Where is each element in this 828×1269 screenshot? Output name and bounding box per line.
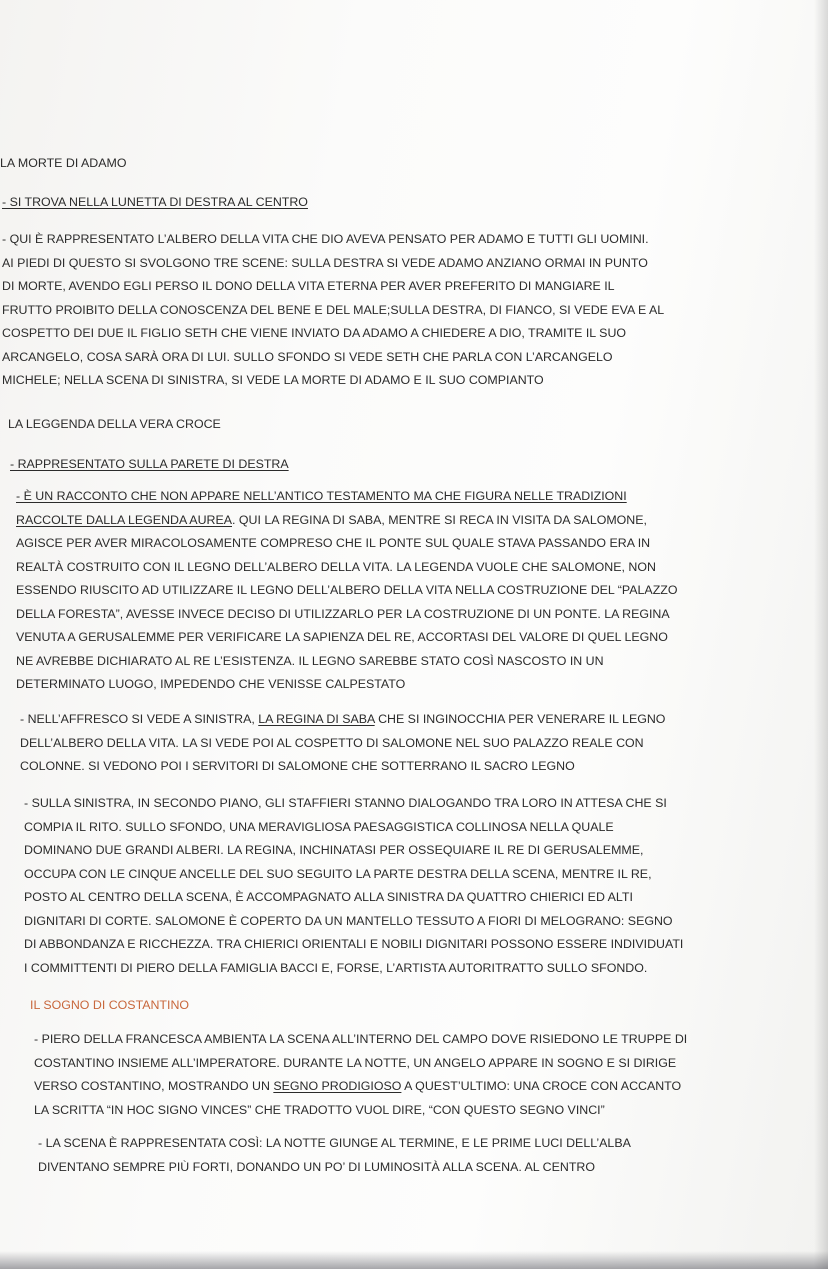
paragraph-morte <box>2 228 664 393</box>
text-line: COSTANTINO INSIEME ALL’IMPERATORE. DURANTE LA NOTTE, UN ANGELO APPARE IN SOGNO E SI DIRIGE <box>34 1055 677 1070</box>
text-line: AI PIEDI DI QUESTO SI SVOLGONO TRE SCENE: SULLA DESTRA SI VEDE ADAMO ANZIANO ORMAI IN PUNTO <box>2 255 648 270</box>
text-span: VERSO COSTANTINO, MOSTRANDO UN <box>34 1079 274 1093</box>
heading-sogno-di-costantino: IL SOGNO DI COSTANTINO <box>30 998 190 1012</box>
text-line: - È UN RACCONTO CHE NON APPARE NELL’ANTICO TESTAMENTO MA CHE FIGURA NELLE TRADIZIONI <box>16 489 627 503</box>
text-line <box>34 1075 687 1099</box>
text-line: DIGNITARI DI CORTE. SALOMONE È COPERTO DA UN MANTELLO TESSUTO A FIORI DI MELOGRANO: SEGNO <box>24 913 673 928</box>
text-line: REALTÀ COSTRUITO CON IL LEGNO DELL’ALBERO DELLA VITA. LA LEGENDA VUOLE CHE SALOMONE, NON <box>16 559 656 574</box>
underlined-text: RACCOLTE DALLA LEGENDA AUREA <box>16 512 232 527</box>
text-line: DOMINANO DUE GRANDI ALBERI. LA REGINA, INCHINATASI PER OSSEQUIARE IL RE DI GERUSALEMME, <box>24 843 644 857</box>
paragraph-sogno-1 <box>34 1028 687 1122</box>
text-line: I COMMITTENTI DI PIERO DELLA FAMIGLIA BACCI E, FORSE, L’ARTISTA AUTORITRATTO SULLO SFONDO. <box>24 960 648 975</box>
location-croce: - RAPPRESENTATO SULLA PARETE DI DESTRA <box>10 457 289 471</box>
text-line: VENUTA A GERUSALEMME PER VERIFICARE LA SAPIENZA DEL RE, ACCORTASI DEL VALORE DI QUEL LEGNO <box>16 630 668 644</box>
text-line: DI ABBONDANZA E RICCHEZZA. TRA CHIERICI ORIENTALI E NOBILI DIGNITARI POSSONO ESSERE INDIVIDUATI <box>24 937 684 951</box>
text-line: - LA SCENA È RAPPRESENTATA COSÌ: LA NOTTE GIUNGE AL TERMINE, E LE PRIME LUCI DELL’ALBA <box>38 1136 631 1150</box>
paragraph-sogno-2 <box>38 1132 631 1179</box>
text-line: AGISCE PER AVER MIRACOLOSAMENTE COMPRESO CHE IL PONTE SUL QUALE STAVA PASSANDO ERA IN <box>16 536 651 550</box>
text-line: - QUI È RAPPRESENTATO L’ALBERO DELLA VITA CHE DIO AVEVA PENSATO PER ADAMO E TUTTI GLI UOMINI. <box>2 232 649 246</box>
text-line: MICHELE; NELLA SCENA DI SINISTRA, SI VEDE LA MORTE DI ADAMO E IL SUO COMPIANTO <box>2 373 544 387</box>
text-line: - SULLA SINISTRA, IN SECONDO PIANO, GLI STAFFIERI STANNO DIALOGANDO TRA LORO IN ATTESA CHE SI <box>24 796 667 810</box>
text-span: A QUEST’ULTIMO: UNA CROCE CON ACCANTO <box>401 1079 682 1093</box>
text-line <box>20 708 665 732</box>
text-span: - NELL’AFFRESCO SI VEDE A SINISTRA, <box>20 712 259 726</box>
text-line: FRUTTO PROIBITO DELLA CONOSCENZA DEL BENE E DEL MALE;SULLA DESTRA, DI FIANCO, SI VEDE EVA E AL <box>2 302 665 317</box>
text-line: DI MORTE, AVENDO EGLI PERSO IL DONO DELLA VITA ETERNA PER AVER PREFERITO DI MANGIARE IL <box>2 279 615 293</box>
text-line <box>16 509 677 533</box>
underlined-text: LA REGINA DI SABA <box>258 712 375 726</box>
paragraph-croce-2 <box>20 708 665 779</box>
text-line: NE AVREBBE DICHIARATO AL RE L’ESISTENZA. IL LEGNO SAREBBE STATO COSÌ NASCOSTO IN UN <box>16 653 604 668</box>
heading-morte-di-adamo: LA MORTE DI ADAMO <box>0 156 127 170</box>
text-line: COSPETTO DEI DUE IL FIGLIO SETH CHE VIENE INVIATO DA ADAMO A CHIEDERE A DIO, TRAMITE IL SUO <box>2 326 627 340</box>
text-span: . QUI LA REGINA DI SABA, MENTRE SI RECA IN VISITA DA SALOMONE, <box>232 512 647 527</box>
underlined-text: SEGNO PRODIGIOSO <box>273 1079 402 1093</box>
text-line: OCCUPA CON LE CINQUE ANCELLE DEL SUO SEGUITO LA PARTE DESTRA DELLA SCENA, MENTRE IL RE, <box>24 866 652 881</box>
location-morte: - SI TROVA NELLA LUNETTA DI DESTRA AL CENTRO <box>2 195 308 209</box>
text-line: DELLA FORESTA”, AVESSE INVECE DECISO DI UTILIZZARLO PER LA COSTRUZIONE DI UN PONTE. LA REGINA <box>16 606 670 621</box>
text-line: POSTO AL CENTRO DELLA SCENA, È ACCOMPAGNATO ALLA SINISTRA DA QUATTRO CHIERICI ED ALTI <box>24 890 633 904</box>
paper-bottom-shadow <box>0 1251 828 1269</box>
text-line: COMPIA IL RITO. SULLO SFONDO, UNA MERAVIGLIOSA PAESAGGISTICA COLLINOSA NELLA QUALE <box>24 819 614 834</box>
text-line: DETERMINATO LUOGO, IMPEDENDO CHE VENISSE CALPESTATO <box>16 677 406 691</box>
paragraph-croce-1 <box>16 485 677 697</box>
paragraph-croce-3 <box>24 792 683 980</box>
text-line: LA SCRITTA “IN HOC SIGNO VINCES” CHE TRADOTTO VUOL DIRE, “CON QUESTO SEGNO VINCI” <box>34 1102 605 1117</box>
text-line: ARCANGELO, COSA SARÀ ORA DI LUI. SULLO SFONDO SI VEDE SETH CHE PARLA CON L’ARCANGELO <box>2 349 613 364</box>
paper-edge-shadow <box>814 0 828 1269</box>
text-line: DIVENTANO SEMPRE PIÙ FORTI, DONANDO UN PO’ DI LUMINOSITÀ ALLA SCENA. AL CENTRO <box>38 1159 595 1174</box>
heading-leggenda-vera-croce: LA LEGGENDA DELLA VERA CROCE <box>8 417 221 431</box>
text-line: - PIERO DELLA FRANCESCA AMBIENTA LA SCENA ALL’INTERNO DEL CAMPO DOVE RISIEDONO LE TRUPPE DI <box>34 1032 688 1046</box>
text-line: ESSENDO RIUSCITO AD UTILIZZARE IL LEGNO DELL’ALBERO DELLA VITA NELLA COSTRUZIONE DEL “PALAZZO <box>16 583 678 597</box>
text-line: DELL’ALBERO DELLA VITA. LA SI VEDE POI AL COSPETTO DI SALOMONE NEL SUO PALAZZO REALE CON <box>20 735 644 750</box>
text-span: CHE SI INGINOCCHIA PER VENERARE IL LEGNO <box>374 712 666 726</box>
text-line: COLONNE. SI VEDONO POI I SERVITORI DI SALOMONE CHE SOTTERRANO IL SACRO LEGNO <box>20 759 575 773</box>
